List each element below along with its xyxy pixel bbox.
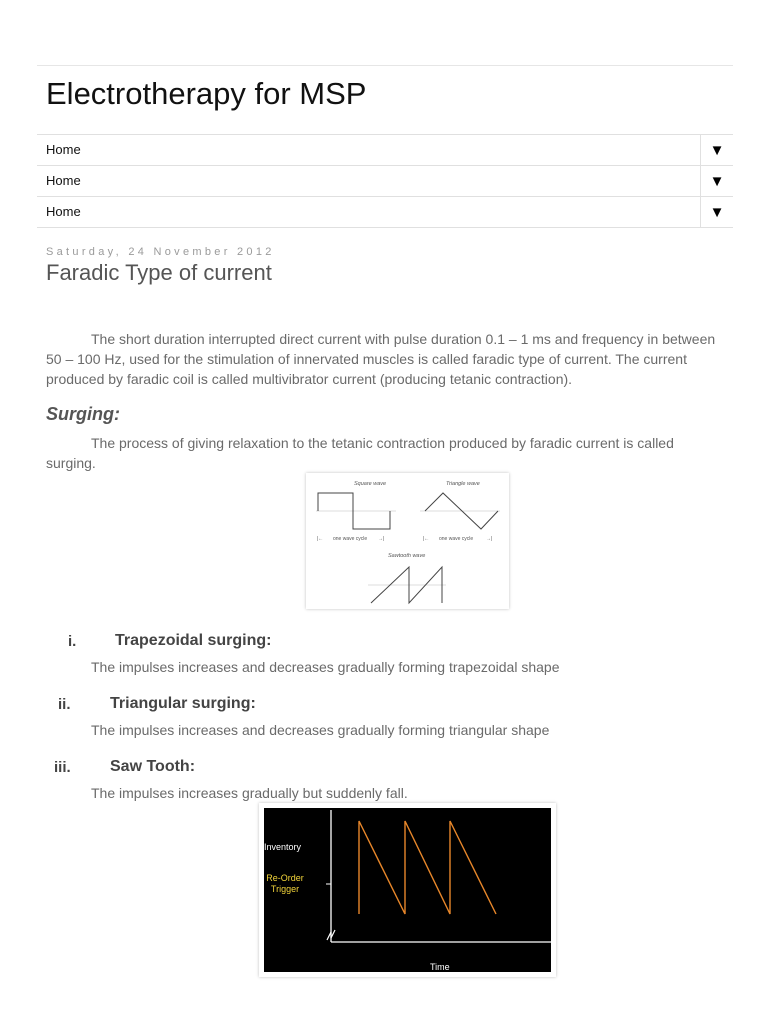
triangular-surging-heading: Triangular surging:: [110, 695, 256, 712]
inventory-sawtooth-figure[interactable]: [259, 803, 556, 977]
saw-tooth-text: The impulses increases gradually but suddenly fall.: [91, 785, 408, 801]
trapezoidal-surging-text: The impulses increases and decreases gradually forming trapezoidal shape: [91, 659, 560, 675]
saw-tooth-heading: Saw Tooth:: [110, 758, 196, 775]
nav-home-link[interactable]: Home: [46, 173, 81, 188]
cycle-arrow-icon: |←: [423, 536, 430, 542]
reorder-trigger-label-line1: Re-Order: [266, 873, 304, 883]
time-axis-label: Time: [430, 962, 450, 972]
triangle-cycle-label: one wave cycle: [439, 536, 474, 542]
waveform-diagram: [306, 473, 509, 609]
list-number: iii.: [54, 759, 71, 776]
cycle-arrow-icon: →|: [486, 536, 493, 542]
dropdown-arrow-icon[interactable]: ▼: [700, 135, 733, 165]
header-divider: [37, 65, 733, 66]
graph-background: [264, 808, 551, 972]
triangle-wave-label: Triangle wave: [446, 481, 480, 487]
dropdown-arrow-icon[interactable]: ▼: [700, 166, 733, 196]
nav-home-link[interactable]: Home: [46, 142, 81, 157]
list-number: i.: [68, 633, 77, 650]
surging-text: The process of giving relaxation to the tetanic contraction produced by faradic current is called surging.: [46, 435, 674, 471]
intro-paragraph: [46, 329, 726, 389]
nav-row: [37, 134, 733, 165]
waveform-figure[interactable]: [306, 473, 509, 609]
nav-row: [37, 165, 733, 196]
cycle-arrow-icon: |←: [317, 536, 324, 542]
surging-paragraph: [46, 433, 726, 473]
square-cycle-label: one wave cycle: [333, 536, 368, 542]
post-date: Saturday, 24 November 2012: [46, 246, 275, 258]
reorder-trigger-label-line2: Trigger: [270, 884, 300, 894]
trapezoidal-surging-heading: Trapezoidal surging:: [115, 632, 272, 649]
list-number: ii.: [58, 696, 71, 713]
intro-text: The short duration interrupted direct current with pulse duration 0.1 – 1 ms and frequency in between 50 – 100 Hz, used for the stimulation of innervated muscles is called faradic type of current. The current produced by faradic coil is called multivibrator current (producing tetanic contraction).: [46, 331, 716, 387]
cycle-arrow-icon: →|: [378, 536, 385, 542]
inventory-sawtooth-graph: [264, 808, 551, 972]
dropdown-arrow-icon[interactable]: ▼: [700, 197, 733, 227]
blog-title[interactable]: Electrotherapy for MSP: [46, 76, 367, 111]
square-wave-label: Square wave: [354, 481, 387, 487]
nav-row: [37, 196, 733, 228]
post-title[interactable]: Faradic Type of current: [46, 260, 272, 285]
sawtooth-wave-label: Sawtooth wave: [388, 553, 426, 559]
page-navigation: [37, 134, 733, 228]
triangular-surging-text: The impulses increases and decreases gradually forming triangular shape: [91, 722, 550, 738]
surging-heading: Surging:: [46, 404, 120, 424]
nav-home-link[interactable]: Home: [46, 204, 81, 219]
inventory-axis-label: Inventory: [264, 842, 302, 852]
